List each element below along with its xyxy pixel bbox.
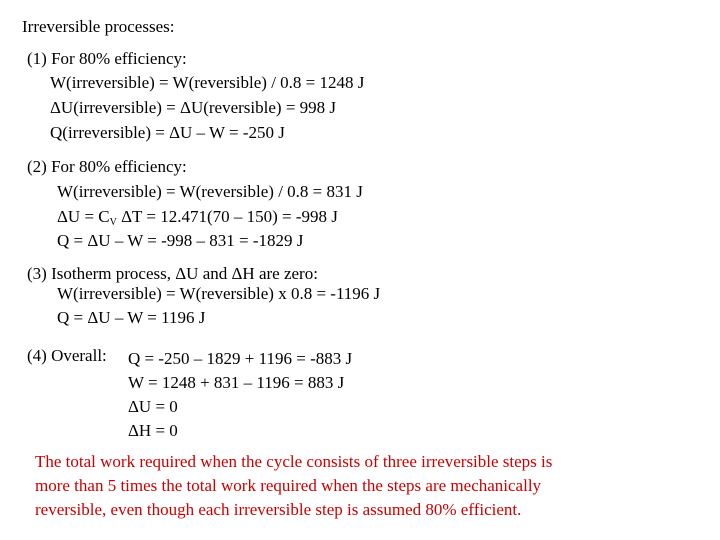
section-2-line-2-pre: ΔU = C xyxy=(57,207,110,226)
page-title: Irreversible processes: xyxy=(22,17,175,36)
conclusion-line-3: reversible, even though each irreversible step is assumed 80% efficient. xyxy=(35,500,522,519)
section-2-line-3: Q = ΔU – W = -998 – 831 = -1829 J xyxy=(57,231,304,250)
section-1-line-3: Q(irreversible) = ΔU – W = -250 J xyxy=(50,123,285,142)
section-2-header: (2) For 80% efficiency: xyxy=(27,157,187,176)
section-3-line-2: Q = ΔU – W = 1196 J xyxy=(57,308,206,327)
section-4-line-4: ΔH = 0 xyxy=(128,421,178,440)
section-4-line-1: Q = -250 – 1829 + 1196 = -883 J xyxy=(128,349,353,368)
section-3-line-1: W(irreversible) = W(reversible) x 0.8 = -1196 J xyxy=(57,284,381,303)
section-1-line-2: ΔU(irreversible) = ΔU(reversible) = 998 J xyxy=(50,98,337,117)
section-2-line-1: W(irreversible) = W(reversible) / 0.8 = 831 J xyxy=(57,182,363,201)
section-2-line-2-subscript: V xyxy=(109,217,117,228)
conclusion-line-1: The total work required when the cycle consists of three irreversible steps is xyxy=(35,452,553,471)
section-2-line-2 xyxy=(57,207,338,233)
section-4-line-2: W = 1248 + 831 – 1196 = 883 J xyxy=(128,373,345,392)
section-3-header: (3) Isotherm process, ΔU and ΔH are zero: xyxy=(27,264,318,283)
conclusion-line-2: more than 5 times the total work required when the steps are mechanically xyxy=(35,476,542,495)
section-1-header: (1) For 80% efficiency: xyxy=(27,49,187,68)
section-4-line-3: ΔU = 0 xyxy=(128,397,178,416)
section-4-header: (4) Overall: xyxy=(27,346,107,365)
section-1-line-1: W(irreversible) = W(reversible) / 0.8 = 1248 J xyxy=(50,73,365,92)
section-2-line-2-post: ΔT = 12.471(70 – 150) = -998 J xyxy=(116,207,338,226)
